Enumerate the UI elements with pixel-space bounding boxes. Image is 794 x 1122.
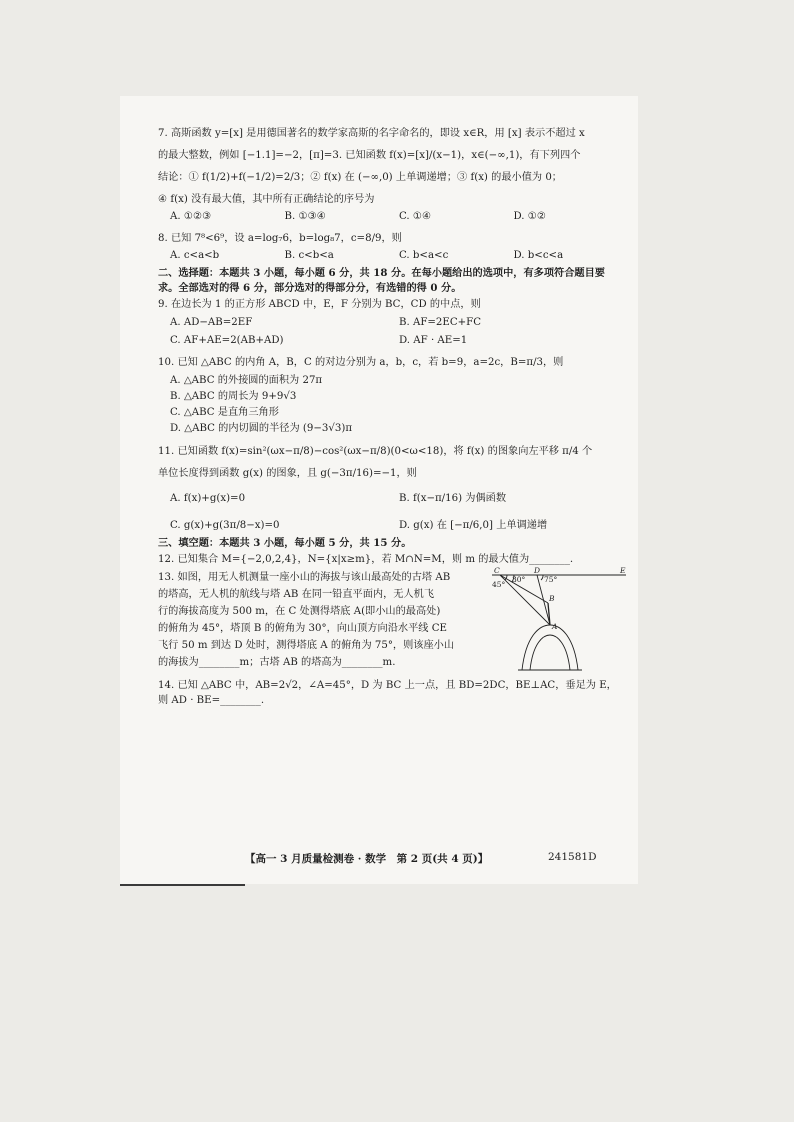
- question-11-option-a: A. f(x)+g(x)=0: [170, 493, 246, 504]
- question-13-line-6: 的海拔为________m；古塔 AB 的塔高为________m.: [158, 657, 396, 668]
- section-3-heading: [158, 536, 628, 551]
- label-c: C: [494, 566, 500, 575]
- section-3-title: 三、填空题：本题共 3 小题，每小题 5 分，共 15 分。: [158, 537, 412, 549]
- question-8-option-d: D. b<c<a: [513, 250, 564, 261]
- question-9-option-d: D. AF · AE=1: [399, 335, 468, 346]
- question-14: [158, 678, 628, 708]
- question-9-option-c: C. AF+AE=2(AB+AD): [170, 335, 284, 346]
- bottom-rule: [120, 884, 245, 886]
- question-9-stem: 9. 在边长为 1 的正方形 ABCD 中，E，F 分别为 BC，CD 的中点，则: [158, 299, 481, 310]
- question-9: [158, 297, 628, 348]
- question-10-option-c: C. △ABC 是直角三角形: [170, 407, 279, 418]
- section-2-heading: [158, 266, 628, 296]
- question-7: [158, 126, 628, 224]
- drone-mountain-figure: [488, 565, 628, 675]
- question-8-stem: 8. 已知 7⁸<6⁹，设 a=log₇6，b=log₈7，c=8/9，则: [158, 233, 402, 244]
- question-13-text: [158, 569, 493, 671]
- section-2-line-2: 求。全部选对的得 6 分，部分选对的得部分分，有选错的得 0 分。: [158, 282, 462, 294]
- label-d: D: [534, 566, 541, 575]
- question-7-line-4: ④ f(x) 没有最大值，其中所有正确结论的序号为: [158, 194, 375, 205]
- question-10-option-d: D. △ABC 的内切圆的半径为 (9−3√3)π: [170, 423, 353, 434]
- question-8-option-a: A. c<a<b: [170, 250, 220, 261]
- question-10-option-a: A. △ABC 的外接圆的面积为 27π: [170, 375, 323, 386]
- angle-label-75: 75°: [544, 575, 558, 584]
- question-7-line-3: 结论：① f(1/2)+f(−1/2)=2/3；② f(x) 在 (−∞,0) 上单调递增；③ f(x) 的最小值为 0；: [158, 172, 562, 183]
- angle-arc-75: [541, 575, 543, 580]
- question-7-option-d: D. ①②: [513, 211, 547, 222]
- question-11-line-1: 11. 已知函数 f(x)=sin²(ωx−π/8)−cos²(ωx−π/8)(0<ω<18)，将 f(x) 的图象向左平移 π/4 个: [158, 446, 593, 457]
- question-8-option-b: B. c<b<a: [284, 250, 334, 261]
- question-7-options: [170, 209, 628, 224]
- question-9-options-row-2: [170, 333, 628, 348]
- label-a: A: [552, 622, 558, 631]
- question-12-stem: 12. 已知集合 M={−2,0,2,4}，N={x|x≥m}，若 M∩N=M，则 m 的最大值为________.: [158, 554, 574, 565]
- question-13-line-4: 的俯角为 45°，塔顶 B 的俯角为 30°，向山顶方向沿水平线 CE: [158, 623, 447, 634]
- question-8-option-c: C. b<a<c: [399, 250, 449, 261]
- question-14-line-2: 则 AD · BE=________.: [158, 695, 265, 706]
- question-11-line-2: 单位长度得到函数 g(x) 的图象，且 g(−3π/16)=−1，则: [158, 468, 417, 479]
- question-11-options-row-2: [170, 518, 628, 533]
- question-7-option-b: B. ①③④: [284, 211, 326, 222]
- question-13-line-1: 13. 如图，用无人机测量一座小山的海拔与该山最高处的古塔 AB: [158, 572, 451, 583]
- question-11-options-row-1: [170, 491, 628, 506]
- question-9-options-row-1: [170, 315, 628, 330]
- page-footer-title: 【高一 3 月质量检测卷 · 数学 第 2 页(共 4 页)】: [245, 853, 489, 865]
- question-11-option-b: B. f(x−π/16) 为偶函数: [399, 493, 507, 504]
- mountain-outline-outer: [522, 625, 578, 670]
- question-10: [158, 355, 628, 437]
- label-e: E: [620, 566, 626, 575]
- question-10-stem: 10. 已知 △ABC 的内角 A，B，C 的对边分别为 a，b，c，若 b=9，a=2c，B=π/3，则: [158, 357, 564, 368]
- question-11-option-c: C. g(x)+g(3π/8−x)=0: [170, 520, 280, 531]
- angle-label-30: 30°: [512, 575, 526, 584]
- question-7-line-2: 的最大整数，例如 [−1.1]=−2，[π]=3. 已知函数 f(x)=[x]/(x−1)，x∈(−∞,1)，有下列四个: [158, 150, 581, 161]
- question-9-option-b: B. AF=2EC+FC: [399, 317, 482, 328]
- question-8-options: [170, 248, 628, 263]
- question-7-option-c: C. ①④: [399, 211, 432, 222]
- question-13-line-3: 行的海拔高度为 500 m，在 C 处测得塔底 A(即小山的最高处): [158, 606, 441, 617]
- question-10-option-b: B. △ABC 的周长为 9+9√3: [170, 391, 297, 402]
- question-10-options: [170, 373, 628, 437]
- section-2-line-1: 二、选择题：本题共 3 小题，每小题 6 分，共 18 分。在每小题给出的选项中，有多项符合题目要: [158, 267, 605, 279]
- question-8: [158, 231, 628, 263]
- question-7-option-a: A. ①②③: [170, 211, 212, 222]
- question-13: [158, 566, 628, 671]
- question-11: [158, 444, 628, 533]
- question-13-line-5: 飞行 50 m 到达 D 处时，测得塔底 A 的俯角为 75°，则该座小山: [158, 640, 455, 651]
- question-14-line-1: 14. 已知 △ABC 中，AB=2√2，∠A=45°，D 为 BC 上一点，且 BD=2DC，BE⊥AC，垂足为 E，: [158, 680, 617, 691]
- mountain-outline-inner: [530, 635, 570, 670]
- question-11-option-d: D. g(x) 在 [−π/6,0] 上单调递增: [399, 520, 548, 531]
- question-9-option-a: A. AD−AB=2EF: [170, 317, 253, 328]
- exam-content: [158, 126, 628, 710]
- question-13-line-2: 的塔高，无人机的航线与塔 AB 在同一铅直平面内，无人机飞: [158, 589, 435, 600]
- label-b: B: [549, 594, 555, 603]
- question-7-line-1: 7. 高斯函数 y=[x] 是用德国著名的数学家高斯的名字命名的，即设 x∈R，用 [x] 表示不超过 x: [158, 128, 585, 139]
- angle-label-45: 45°: [492, 580, 506, 589]
- exam-code: 241581D: [548, 851, 597, 863]
